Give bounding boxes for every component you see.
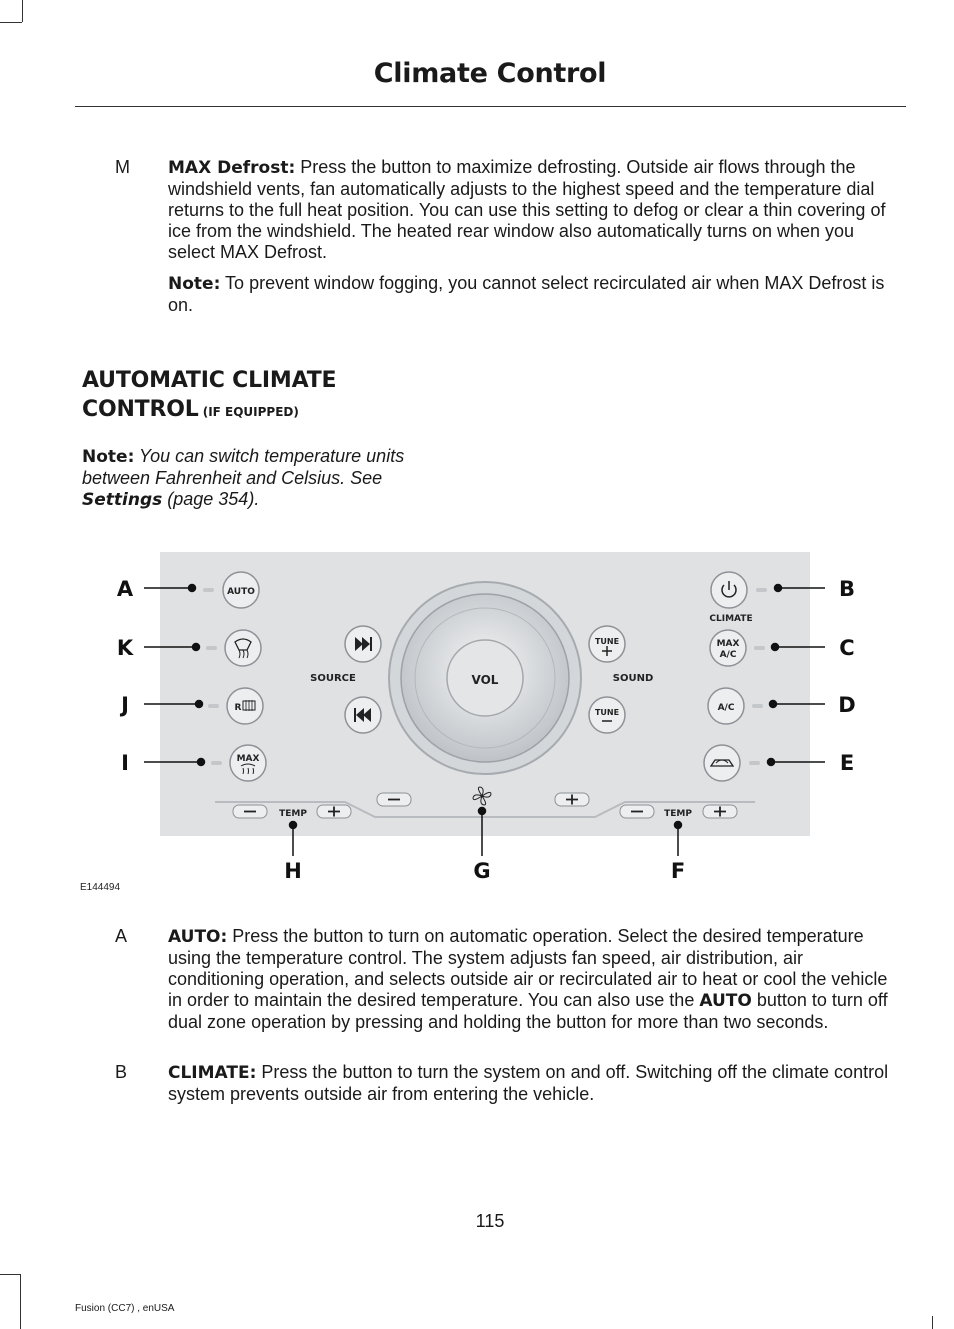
crop-mark — [932, 1316, 933, 1329]
temp-right-label: TEMP — [664, 809, 692, 819]
volume-knob[interactable] — [389, 582, 581, 774]
sound-label: SOUND — [612, 673, 654, 684]
callout-i: I — [121, 751, 129, 775]
climate-power-button[interactable] — [711, 572, 747, 608]
indicator-light — [203, 588, 214, 592]
temp-left-label: TEMP — [279, 809, 307, 819]
entry-text-continued: button to turn off dual zone operation by pressing and holding the button for more than two seconds. — [168, 990, 888, 1032]
max-ac-label-1: MAX — [716, 639, 740, 649]
callout-h: H — [284, 859, 302, 883]
note-label: Note: — [82, 447, 135, 467]
heading-suffix: (IF EQUIPPED) — [198, 405, 299, 419]
callout-j: J — [121, 693, 129, 717]
defrost-button[interactable] — [225, 630, 261, 666]
auto-label: AUTO — [227, 587, 255, 597]
indicator-light — [208, 704, 219, 708]
indicator-light — [754, 646, 765, 650]
entry-letter: M — [115, 157, 130, 177]
indicator-light — [749, 761, 760, 765]
callout-b: B — [838, 577, 856, 601]
crop-mark — [20, 1274, 21, 1329]
settings-link[interactable]: Settings — [82, 490, 163, 510]
entry-term: MAX Defrost: — [168, 158, 296, 178]
page-number: 115 — [475, 1211, 505, 1231]
ac-label: A/C — [717, 703, 735, 713]
recirculation-button[interactable] — [704, 745, 740, 781]
entry-text: Press the button to turn the system on and off. Switching off the climate control system prevents outside air from entering the vehicle. — [168, 1062, 889, 1104]
vol-label: VOL — [471, 673, 499, 687]
callout-k: K — [116, 636, 134, 660]
max-ac-button[interactable] — [710, 630, 746, 666]
figure-id: E144494 — [80, 882, 121, 893]
page-title: Climate Control — [373, 58, 607, 89]
callout-d: D — [838, 693, 856, 717]
ac-button[interactable] — [708, 688, 744, 724]
tune-up-button[interactable] — [589, 626, 625, 662]
section-heading — [82, 366, 336, 427]
page-reference: (page 354). — [162, 489, 260, 509]
climate-panel-diagram — [75, 540, 895, 900]
seek-forward-button[interactable] — [345, 626, 381, 662]
entry-text: Press the button to maximize defrosting. Outside air flows through the windshield vents, fan automatically adjusts to the highest speed and the temperature dial returns to the full heat position. You can use this setting to defog or clear a thin covering of ice from the windshield. The heated rear window also automatically turns on when you select MAX Defrost. — [168, 157, 886, 262]
temp-right-increase-button[interactable] — [703, 805, 737, 818]
rear-defrost-button[interactable] — [227, 688, 263, 724]
tune-up-label: TUNE — [594, 637, 620, 646]
indicator-light — [206, 646, 217, 650]
climate-label: CLIMATE — [709, 614, 753, 624]
indicator-light — [756, 588, 767, 592]
max-ac-label-2: A/C — [719, 650, 737, 660]
entry-letter: B — [115, 1062, 128, 1082]
note-label: Note: — [168, 274, 221, 294]
indicator-light — [752, 704, 763, 708]
footer-doc-id: Fusion (CC7) , enUSA — [75, 1303, 175, 1314]
entry-term: AUTO: — [168, 927, 228, 947]
tune-down-label: TUNE — [594, 708, 620, 717]
fan-decrease-button[interactable] — [377, 793, 411, 806]
callout-c: C — [839, 636, 855, 660]
indicator-light — [211, 761, 222, 765]
temp-left-decrease-button[interactable] — [233, 805, 267, 818]
crop-mark — [0, 1274, 20, 1275]
entry-text: Press the button to turn on automatic operation. Select the desired temperature using the temperature control. The system adjusts fan speed, air distribution, air conditioning operation, and selects outside air or recirculated air to heat or cool the vehicle in order to maintain the desired temperature. You can also use the — [168, 926, 888, 1010]
crop-mark — [22, 0, 23, 22]
note-text: To prevent window fogging, you cannot select recirculated air when MAX Defrost is on. — [168, 273, 885, 315]
callout-e: E — [839, 751, 855, 775]
fan-increase-button[interactable] — [555, 793, 589, 806]
rear-defrost-label: R — [234, 703, 242, 713]
heading-line-1: AUTOMATIC CLIMATE — [82, 368, 337, 393]
seek-back-button[interactable] — [345, 697, 381, 733]
note-temperature-units — [82, 446, 462, 511]
entry-body — [168, 157, 898, 263]
entry-body — [168, 1062, 898, 1105]
entry-letter: A — [115, 926, 128, 946]
climate-panel-figure — [75, 540, 895, 900]
crop-mark — [0, 22, 22, 23]
entry-body — [168, 926, 898, 1033]
note-body — [168, 273, 898, 316]
temp-left-increase-button[interactable] — [317, 805, 351, 818]
max-defrost-button[interactable] — [230, 745, 266, 781]
entry-term: CLIMATE: — [168, 1063, 257, 1083]
callout-g: G — [473, 859, 491, 883]
max-defrost-label: MAX — [236, 754, 260, 764]
temp-right-decrease-button[interactable] — [620, 805, 654, 818]
heading-line-2: CONTROL — [82, 397, 199, 422]
callout-f: F — [670, 859, 686, 883]
title-divider — [75, 106, 906, 107]
callout-a: A — [116, 577, 134, 601]
entry-inline-term: AUTO — [699, 991, 752, 1011]
source-label: SOURCE — [310, 673, 356, 684]
auto-button[interactable] — [223, 572, 259, 608]
tune-down-button[interactable] — [589, 697, 625, 733]
note-text: You can switch temperature units between Fahrenheit and Celsius. See — [82, 446, 405, 488]
